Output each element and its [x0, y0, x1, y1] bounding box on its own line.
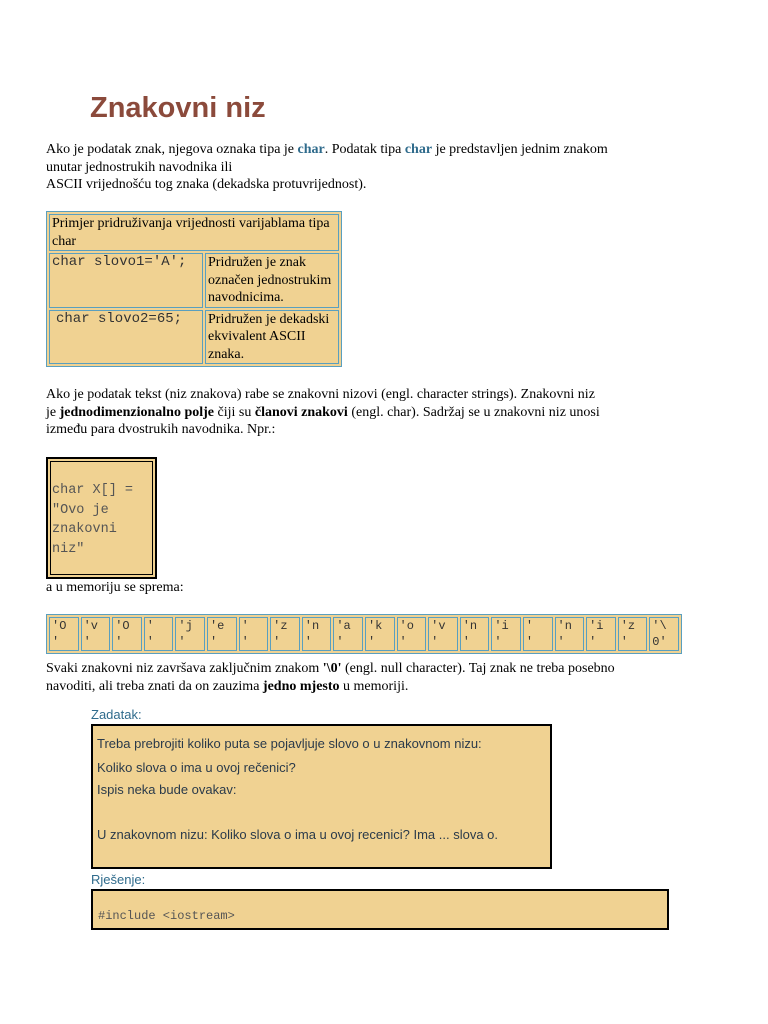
memory-cell: 'O ' [112, 617, 142, 651]
solution-code: #include <iostream> [98, 909, 235, 923]
null-char-paragraph [46, 660, 686, 695]
memory-cell: 'z ' [270, 617, 300, 651]
string-text-2: je [46, 404, 60, 420]
task-line: Treba prebrojiti koliko puta se pojavljuje slovo o u znakovnom nizu: [97, 736, 482, 751]
intro-line-2: unutar jednostrukih navodnika ili [46, 159, 233, 175]
memory-cell: 'n ' [302, 617, 332, 651]
solution-box [91, 889, 669, 930]
bold-term-2: članovi znakovi [254, 404, 348, 420]
memory-cell: ' ' [523, 617, 553, 651]
memory-cell: 'v ' [81, 617, 111, 651]
table-row [49, 310, 339, 365]
intro-text-2: . Podatak tipa [324, 142, 405, 157]
code-example [52, 481, 133, 559]
keyword-char-2: char [404, 142, 433, 157]
string-text-3: čiji su [214, 404, 255, 420]
memory-cell: 'i ' [586, 617, 616, 651]
memory-cell: 'e ' [207, 617, 237, 651]
code-line: "Ovo je [52, 502, 109, 518]
code-line: znakovni [52, 522, 117, 537]
memory-cell: 'i ' [491, 617, 521, 651]
bold-term-1: jednodimenzionalno polje [59, 404, 215, 420]
one-place-bold: jedno mjesto [262, 678, 340, 694]
string-text-1: Ako je podatak tekst (niz znakova) rabe se znakovni nizovi (engl. character strings). Znakovni niz [46, 387, 595, 402]
description-cell: Pridružen je dekadski ekvivalent ASCII znaka. [205, 310, 339, 365]
memory-cell: ' ' [144, 617, 174, 651]
memory-cell: 'O ' [49, 617, 79, 651]
null-text-4: u memoriji. [339, 678, 409, 694]
null-text-2: (engl. null character). Taj znak ne treba posebno [341, 661, 615, 676]
code-example-box [46, 457, 157, 579]
task-box [91, 724, 552, 869]
memory-cell: 'n ' [460, 617, 490, 651]
page-title: Znakovni niz [90, 92, 266, 124]
memory-cell: 'a ' [333, 617, 363, 651]
code-line: char X[] = [52, 483, 134, 498]
table-caption: Primjer pridruživanja vrijednosti varijablama tipa char [49, 214, 339, 251]
code-cell: char slovo1='A'; [49, 253, 203, 308]
intro-line-3: ASCII vrijednošću tog znaka (dekadska protuvrijednost). [46, 177, 367, 192]
code-line: niz" [52, 541, 85, 557]
task-line: U znakovnom nizu: Koliko slova o ima u ovoj recenici? Ima ... slova o. [97, 827, 499, 842]
task-line: Koliko slova o ima u ovoj rečenici? [97, 760, 296, 775]
task-line: Ispis neka bude ovakav: [97, 782, 237, 797]
memory-cell: 'n ' [555, 617, 585, 651]
intro-paragraph [46, 141, 666, 194]
table-caption-row [49, 214, 339, 251]
memory-row [49, 617, 679, 651]
memory-cell: '\ 0' [649, 617, 679, 651]
memory-cell: 'o ' [397, 617, 427, 651]
solution-label: Rješenje: [91, 872, 146, 887]
memory-label: a u memoriju se sprema: [46, 580, 184, 595]
intro-text-1: Ako je podatak znak, njegova oznaka tipa je [46, 142, 298, 157]
string-text-5: između para dvostrukih navodnika. Npr.: [46, 422, 276, 437]
null-text-3: navoditi, ali treba znati da on zauzima [46, 678, 263, 694]
string-text-4: (engl. char). Sadržaj se u znakovni niz unosi [347, 404, 600, 420]
string-paragraph [46, 386, 666, 439]
null-char-bold: '\0' [322, 661, 342, 676]
memory-cell: 'z ' [618, 617, 648, 651]
memory-cell: 'v ' [428, 617, 458, 651]
memory-cell: 'k ' [365, 617, 395, 651]
memory-cells-table [46, 614, 682, 654]
assignment-example-table [46, 211, 342, 367]
task-label: Zadatak: [91, 707, 142, 722]
memory-cell: ' ' [239, 617, 269, 651]
code-cell: char slovo2=65; [49, 310, 203, 365]
intro-text-3: je predstavljen jednim znakom [432, 142, 608, 157]
null-text-1: Svaki znakovni niz završava zaključnim znakom [46, 661, 323, 676]
table-row [49, 253, 339, 308]
memory-cell: 'j ' [175, 617, 205, 651]
keyword-char-1: char [297, 142, 325, 157]
description-cell: Pridružen je znak označen jednostrukim navodnicima. [205, 253, 339, 308]
